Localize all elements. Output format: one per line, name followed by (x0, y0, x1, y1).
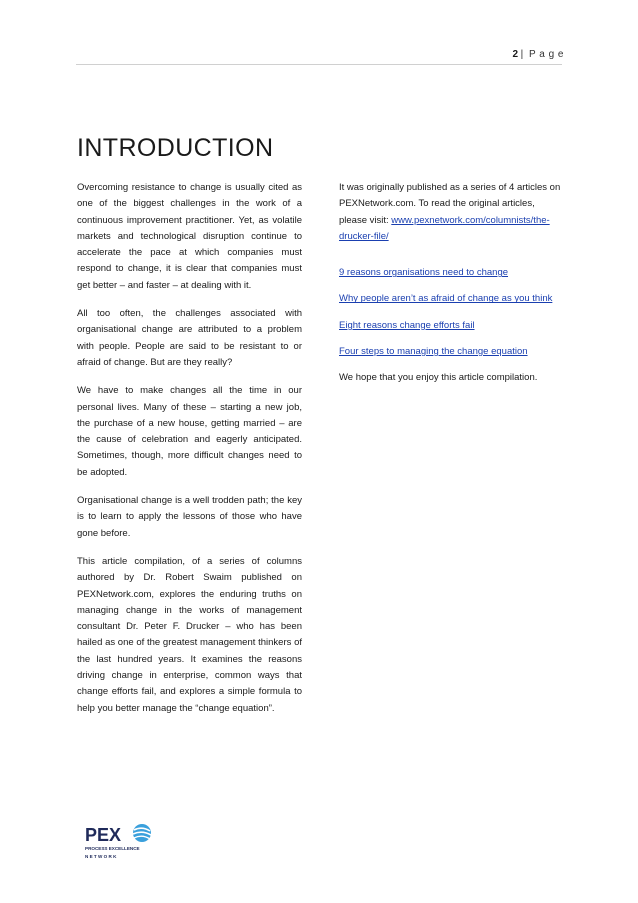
logo-mark: PEX (85, 825, 122, 845)
drucker-file-link[interactable]: www.pexnetwork.com/columnists/the-drucker-file/ (339, 214, 550, 242)
closing-text: We hope that you enjoy this article compilation. (339, 372, 538, 384)
pex-network-logo (82, 822, 157, 864)
page-separator: | (520, 49, 524, 60)
article-link-1[interactable]: 9 reasons organisations need to change (339, 267, 509, 279)
page-title: INTRODUCTION (77, 134, 274, 162)
intro-text: It was originally published as a series of 4 articles on PEXNetwork.com. To read the original articles, please visit: (339, 182, 561, 226)
left-column (77, 180, 302, 729)
logo-line-2: N E T W O R K (85, 854, 117, 859)
paragraph: This article compilation, of a series of columns authored by Dr. Robert Swaim published on PEXNetwork.com, explores the enduring truths on managing change in the works of management consultant Dr. Peter F. Drucker – who has been hailed as one of the greatest management thinkers of the last hundred years. It examines the reasons driving change in enterprise, common ways that change efforts fail, and explores a simple formula to help you better manage the “change equation”. (77, 555, 302, 714)
globe-icon (133, 824, 151, 842)
intro-paragraph (339, 180, 564, 245)
paragraph: Organisational change is a well trodden path; the key is to learn to apply the lessons of those who have gone before. (77, 495, 302, 539)
paragraph: All too often, the challenges associated with organisational change are attributed to a problem with people. People are said to be resistant to or afraid of change. But are they really? (77, 308, 302, 368)
logo-line-1: PROCESS EXCELLENCE (85, 846, 140, 851)
header-divider (76, 64, 562, 65)
right-column (339, 180, 564, 387)
article-links (339, 265, 564, 360)
paragraph: Overcoming resistance to change is usually cited as one of the biggest challenges in the work of a continuous improvement practitioner. Yet, as volatile markets and technological disruption continue to accelerate the pace at which companies must respond to change, it is clear that companies must get better – and faster – at dealing with it. (77, 182, 302, 291)
page-header (513, 49, 564, 60)
article-link-4[interactable]: Four steps to managing the change equation (339, 346, 528, 358)
page-label: P a g e (528, 49, 564, 60)
article-link-2[interactable]: Why people aren’t as afraid of change as you think (339, 293, 553, 305)
page-number: 2 (512, 49, 519, 60)
paragraph: We have to make changes all the time in our personal lives. Many of these – starting a new job, the purchase of a new house, getting married – are the cause of celebration and eagerly anticipated. Sometimes, though, more difficult changes need to be adopted. (77, 385, 302, 478)
article-link-3[interactable]: Eight reasons change efforts fail (339, 319, 475, 331)
